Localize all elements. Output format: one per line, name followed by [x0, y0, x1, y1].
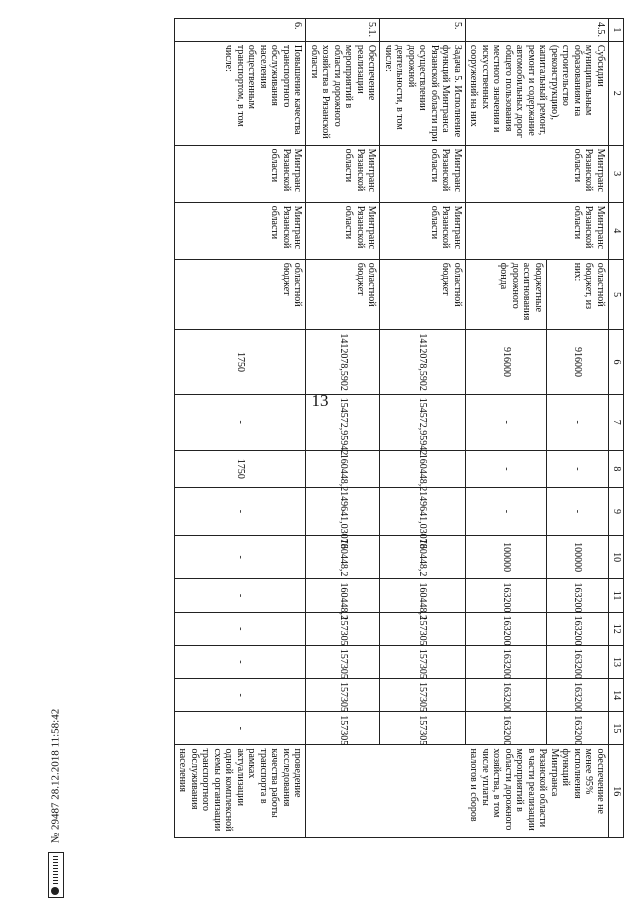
- value-cell: 100000: [466, 535, 547, 579]
- value-cell: -: [175, 679, 307, 712]
- column-header: 6: [609, 330, 624, 394]
- program-table: [174, 18, 624, 838]
- funding-source-cell: областной бюджет: [175, 259, 307, 330]
- rotated-table-area: [52, 18, 624, 838]
- value-cell: 163200: [546, 645, 608, 678]
- value-cell: 163200: [466, 679, 547, 712]
- column-header: 11: [609, 579, 624, 612]
- barcode-stamp-icon: [48, 852, 64, 898]
- value-cell: 1412078,5902: [306, 330, 380, 394]
- row-number-cell: 5.1.: [306, 19, 380, 42]
- value-cell: 163200: [466, 612, 547, 645]
- measure-name-cell: Повышение качества транспортного обслуживания населения общественным транспортом, в том числе:: [175, 41, 307, 145]
- value-cell: 163200: [546, 679, 608, 712]
- value-cell: -: [546, 488, 608, 536]
- value-cell: 160448,2: [380, 450, 466, 487]
- column-header: 3: [609, 145, 624, 202]
- value-cell: 916000: [546, 330, 608, 394]
- value-cell: 157305: [380, 645, 466, 678]
- column-header: 14: [609, 679, 624, 712]
- column-header: 4: [609, 202, 624, 259]
- column-header: 10: [609, 535, 624, 579]
- value-cell: -: [175, 394, 307, 450]
- column-header: 2: [609, 41, 624, 145]
- value-cell: 163200: [546, 712, 608, 745]
- table-row: [306, 19, 380, 838]
- measure-name-cell: Субсидии муниципальным образованиям на строительство (реконструкцию), капитальный ремонт, ремонт и содержание автомобильных дорог общего пользования местного значения и искусственных сооружений на них: [466, 41, 609, 145]
- value-cell: -: [175, 712, 307, 745]
- executor-cell: Минтранс Рязанской области: [175, 145, 307, 202]
- value-cell: -: [546, 450, 608, 487]
- table-row: [546, 19, 608, 838]
- value-cell: 163200: [466, 579, 547, 612]
- measure-name-cell: Задача 5. Исполнение функций Минтранса Рязанской области при осуществлении дорожной деятельности, в том числе:: [380, 41, 466, 145]
- value-cell: 1412078,5902: [380, 330, 466, 394]
- result-cell: проведение исследования качества работы транспорта в рамках актуализации одной комплексной схемы организации транспортного обслуживания населения: [175, 745, 307, 838]
- measure-name-cell: Обеспечение реализации мероприятий в области дорожного хозяйства в Рязанской области: [306, 41, 380, 145]
- row-number-cell: 6.: [175, 19, 307, 42]
- value-cell: 149641,03078: [306, 488, 380, 536]
- value-cell: 157305: [380, 679, 466, 712]
- column-header: 16: [609, 745, 624, 838]
- value-cell: 157305: [380, 712, 466, 745]
- value-cell: -: [175, 535, 307, 579]
- header-row: [609, 19, 624, 838]
- coexecutor-cell: Минтранс Рязанской области: [175, 202, 307, 259]
- executor-cell: Минтранс Рязанской области: [380, 145, 466, 202]
- value-cell: -: [175, 579, 307, 612]
- column-header: 12: [609, 612, 624, 645]
- value-cell: -: [175, 645, 307, 678]
- result-cell: обеспечение не менее 95% исполнения функций Минтранса Рязанской области в части реализации мероприятий в области дорожного хозяйства, в том числе уплаты налогов и сборов: [306, 745, 609, 838]
- value-cell: 163200: [466, 712, 547, 745]
- executor-cell: Минтранс Рязанской области: [306, 145, 380, 202]
- funding-source-cell: областной бюджет: [380, 259, 466, 330]
- value-cell: -: [175, 488, 307, 536]
- executor-cell: Минтранс Рязанской области: [466, 145, 609, 202]
- value-cell: 157305: [306, 712, 380, 745]
- value-cell: 160448,2: [306, 535, 380, 579]
- column-header: 9: [609, 488, 624, 536]
- value-cell: 163200: [546, 612, 608, 645]
- value-cell: 154572,95942: [306, 394, 380, 450]
- page-number: 13: [311, 391, 329, 410]
- coexecutor-cell: Минтранс Рязанской области: [380, 202, 466, 259]
- column-header: 5: [609, 259, 624, 330]
- value-cell: 149641,03078: [380, 488, 466, 536]
- table-row: [175, 19, 307, 838]
- column-header: 8: [609, 450, 624, 487]
- value-cell: 163200: [466, 645, 547, 678]
- table-row: [380, 19, 466, 838]
- row-number-cell: 5.: [380, 19, 466, 42]
- value-cell: 157305: [306, 612, 380, 645]
- value-cell: 157305: [306, 645, 380, 678]
- value-cell: 1750: [175, 450, 307, 487]
- funding-source-cell: областной бюджет, из них:: [546, 259, 608, 330]
- value-cell: 160448,2: [306, 579, 380, 612]
- document-footer: [48, 598, 70, 898]
- value-cell: -: [546, 394, 608, 450]
- value-cell: 163200: [546, 579, 608, 612]
- value-cell: 1750: [175, 330, 307, 394]
- column-header: 7: [609, 394, 624, 450]
- value-cell: 160448,2: [380, 535, 466, 579]
- footer-doc-text: № 29487 28.12.2018 11:58:42: [49, 708, 62, 844]
- value-cell: 154572,95942: [380, 394, 466, 450]
- value-cell: 157305: [306, 679, 380, 712]
- row-number-cell: 4.5.: [466, 19, 609, 42]
- value-cell: -: [175, 612, 307, 645]
- value-cell: 100000: [546, 535, 608, 579]
- funding-source-cell: бюджетные ассигнования дорожного фонда: [466, 259, 547, 330]
- value-cell: -: [466, 488, 547, 536]
- column-header: 15: [609, 712, 624, 745]
- coexecutor-cell: Минтранс Рязанской области: [466, 202, 609, 259]
- value-cell: 160448,2: [306, 450, 380, 487]
- column-header: 13: [609, 645, 624, 678]
- value-cell: 157305: [380, 612, 466, 645]
- value-cell: -: [466, 394, 547, 450]
- value-cell: 160448,2: [380, 579, 466, 612]
- funding-source-cell: областной бюджет: [306, 259, 380, 330]
- coexecutor-cell: Минтранс Рязанской области: [306, 202, 380, 259]
- value-cell: 916000: [466, 330, 547, 394]
- value-cell: -: [466, 450, 547, 487]
- column-header: 1: [609, 19, 624, 42]
